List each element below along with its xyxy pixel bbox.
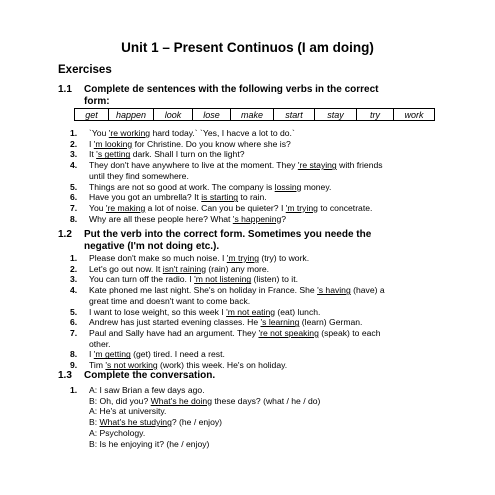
- item-text: money.: [301, 181, 332, 192]
- item-number: 9.: [70, 360, 78, 371]
- answer: 're staying: [297, 160, 337, 171]
- item-text: (try) to work.: [258, 253, 310, 263]
- answer: 're not speaking: [258, 327, 319, 338]
- page-title: Unit 1 – Present Continuos (I am doing): [121, 40, 374, 55]
- item-number: 7.: [70, 202, 78, 213]
- conversation-line: [70, 428, 320, 439]
- section-instruction-line-2: negative (I'm not doing etc.).: [84, 241, 220, 252]
- item-number: 7.: [70, 327, 78, 338]
- line-text: B: Is he enjoying it? (he / enjoy): [89, 438, 210, 449]
- list-item: [70, 149, 383, 160]
- answer: What's he doing: [150, 395, 212, 406]
- conversation-line: [70, 385, 320, 396]
- section-instruction-line-1: Put the verb into the correct form. Sometimes you neede the: [84, 229, 372, 240]
- answer: 'm looking: [93, 138, 133, 149]
- answer: 's getting: [96, 149, 131, 160]
- item-number: 4.: [70, 160, 78, 171]
- list-item: [70, 349, 385, 360]
- list-item: [70, 214, 383, 225]
- item-text: for Christine. Do you know where she is?: [132, 138, 291, 149]
- line-text: these days? (what / he / do): [211, 395, 321, 406]
- item-number: 8.: [70, 349, 78, 360]
- exercises-heading: Exercises: [58, 64, 112, 76]
- answer: is starting: [201, 192, 239, 203]
- exercise-1-1-list: [70, 128, 383, 224]
- item-number: 1.: [70, 385, 78, 395]
- line-text: B: Oh, did you?: [89, 395, 151, 406]
- answer: 'm trying: [285, 202, 318, 213]
- verb-cell: try: [357, 109, 394, 121]
- item-text: Paul and Sally have had an argument. They: [89, 327, 259, 338]
- item-number: 8.: [70, 213, 78, 224]
- item-text: Kate phoned me last night. She's on holiday in France. She: [89, 285, 318, 296]
- section-number: 1.3: [58, 370, 72, 381]
- item-text: hard today.` `Yes, I hacve a lot to do.`: [150, 128, 295, 138]
- item-number: 2.: [70, 138, 78, 149]
- list-item: [70, 307, 385, 318]
- item-text: They don't have anywhere to live at the moment. They: [89, 160, 298, 171]
- section-number: 1.2: [58, 229, 72, 240]
- item-number: 2.: [70, 263, 78, 274]
- item-text-continued: great time and doesn't want to come back.: [89, 295, 251, 306]
- item-number: 4.: [70, 285, 78, 296]
- item-text: (work) this week. He's on holiday.: [157, 360, 288, 371]
- answer: 'm trying: [226, 253, 259, 263]
- answer: 's happening: [232, 213, 282, 224]
- item-text: I want to lose weight, so this week I: [89, 306, 227, 317]
- list-item: [70, 253, 385, 264]
- item-text: dark. Shall I turn on the light?: [130, 149, 245, 160]
- item-text-continued: other.: [89, 338, 111, 349]
- list-item: [70, 317, 385, 328]
- answer: 'm not listening: [194, 274, 252, 285]
- answer: 's not working: [105, 360, 158, 371]
- item-text: Please don't make so much noise. I: [89, 253, 227, 263]
- item-text: You: [89, 202, 106, 213]
- item-text: `You: [89, 128, 109, 138]
- answer: 'm not eating: [226, 306, 276, 317]
- item-text: ?: [281, 213, 287, 224]
- section-instruction-line-1: Complete de sentences with the following verbs in the correct: [84, 84, 379, 95]
- item-text: It: [89, 149, 97, 160]
- conversation-line: [70, 406, 320, 417]
- verb-cell: lose: [193, 109, 231, 121]
- item-text: (get) tired. I need a rest.: [130, 349, 225, 360]
- answer: 're working: [108, 128, 151, 138]
- conversation-line: [70, 439, 320, 450]
- answer: What's he studying: [99, 417, 172, 428]
- answer: 're making: [105, 202, 146, 213]
- item-text: Andrew has just started evening classes. He: [89, 317, 261, 328]
- verb-cell: stay: [315, 109, 357, 121]
- verb-cell: make: [231, 109, 274, 121]
- verb-cell: work: [394, 109, 435, 121]
- item-text: (speak) to each: [318, 327, 381, 338]
- item-number: 3.: [70, 149, 78, 160]
- list-item: [70, 264, 385, 275]
- item-text: You can turn off the radio. I: [89, 274, 195, 285]
- list-item: [70, 285, 385, 306]
- verb-cell: look: [154, 109, 193, 121]
- item-text: Have you got an umbrella? It: [89, 192, 202, 203]
- item-text: to rain.: [238, 192, 267, 203]
- item-text: Tim: [89, 360, 106, 371]
- item-number: 1.: [70, 128, 78, 138]
- item-text: (eat) lunch.: [275, 306, 321, 317]
- item-text: (rain) any more.: [205, 263, 270, 274]
- answer: 's learning: [260, 317, 300, 328]
- line-text: B:: [89, 417, 100, 428]
- item-text: (listen) to it.: [251, 274, 298, 285]
- item-number: 6.: [70, 192, 78, 203]
- answer: lossing: [274, 181, 302, 192]
- item-text-continued: until they find somewhere.: [89, 170, 189, 181]
- list-item: [70, 328, 385, 349]
- item-number: 6.: [70, 317, 78, 328]
- line-text: A: I saw Brian a few days ago.: [89, 385, 205, 395]
- list-item: [70, 274, 385, 285]
- section-instruction-line-2: form:: [84, 96, 110, 107]
- list-item: [70, 203, 383, 214]
- verb-cell: get: [75, 109, 109, 121]
- list-item: [70, 182, 383, 193]
- item-number: 1.: [70, 253, 78, 263]
- conversation-line: [70, 417, 320, 428]
- exercise-1-2-list: [70, 253, 385, 371]
- list-item: [70, 139, 383, 150]
- list-item: [70, 192, 383, 203]
- verb-cell: happen: [109, 109, 154, 121]
- line-text: A: He's at university.: [89, 406, 167, 417]
- item-text: (learn) German.: [299, 317, 363, 328]
- item-number: 5.: [70, 181, 78, 192]
- list-item: [70, 128, 383, 139]
- answer: 'm getting: [93, 349, 131, 360]
- item-text: with friends: [336, 160, 383, 171]
- item-text: Let's go out now. It: [89, 263, 163, 274]
- verb-table: [74, 108, 435, 121]
- item-text: I: [89, 138, 94, 149]
- answer: isn't raining: [162, 263, 206, 274]
- item-text: (have) a: [350, 285, 385, 296]
- item-text: to concetrate.: [317, 202, 373, 213]
- answer: 's having: [317, 285, 351, 296]
- item-text: Things are not so good at work. The company is: [89, 181, 275, 192]
- line-text: A: Psychology.: [89, 427, 146, 438]
- item-text: a lot of noise. Can you be quieter? I: [145, 202, 286, 213]
- conversation: [70, 385, 320, 449]
- conversation-line: [70, 396, 320, 407]
- item-text: Why are all these people here? What: [89, 213, 233, 224]
- item-number: 3.: [70, 274, 78, 285]
- verb-cell: start: [274, 109, 315, 121]
- item-text: I: [89, 349, 94, 360]
- list-item: [70, 160, 383, 181]
- item-number: 5.: [70, 306, 78, 317]
- line-text: ? (he / enjoy): [171, 417, 223, 428]
- section-instruction-line-1: Complete the conversation.: [84, 370, 216, 381]
- section-number: 1.1: [58, 84, 72, 95]
